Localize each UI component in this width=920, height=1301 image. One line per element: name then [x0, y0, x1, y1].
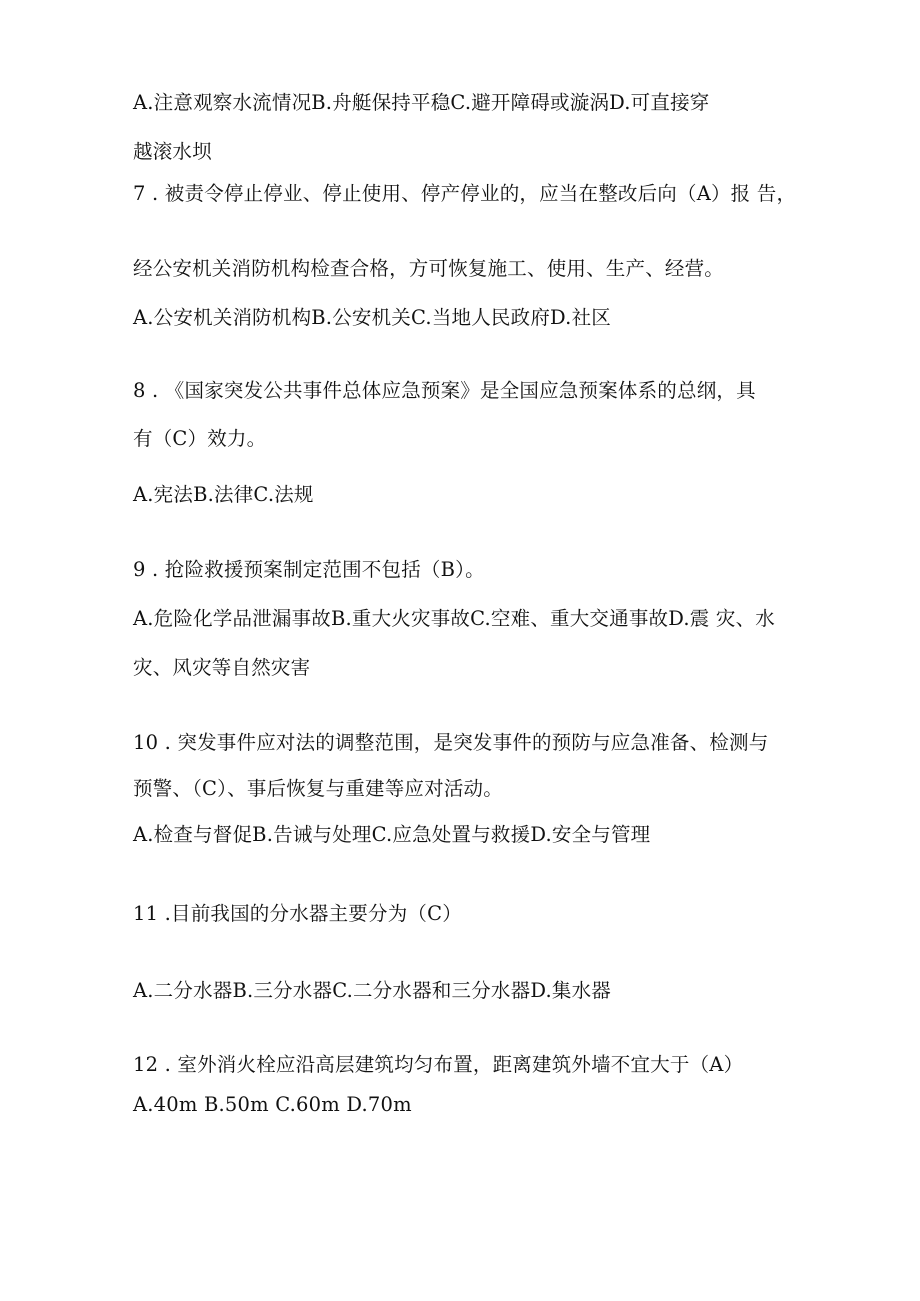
q7-question-line-2: 经公安机关消防机构检查合格，方可恢复施工、使用、生产、经营。: [133, 257, 725, 280]
q6-options-line-1: A.注意观察水流情况B.舟艇保持平稳C.避开障碍或漩涡D.可直接穿: [133, 91, 710, 114]
q10-question-line-1: 10 . 突发事件应对法的调整范围，是突发事件的预防与应急准备、检测与: [133, 731, 769, 754]
q11-question: 11 .目前我国的分水器主要分为（C）: [133, 902, 462, 925]
q7-question-line-1: 7 . 被责令停止停业、停止使用、停产停业的，应当在整改后向（A）报 告，: [133, 182, 797, 205]
q11-options: A.二分水器B.三分水器C.二分水器和三分水器D.集水器: [133, 979, 611, 1002]
q10-question-line-2: 预警、（C）、事后恢复与重建等应对活动。: [133, 777, 503, 800]
q10-options: A.检查与督促B.告诫与处理C.应急处置与救援D.安全与管理: [133, 823, 651, 846]
q7-options: A.公安机关消防机构B.公安机关C.当地人民政府D.社区: [133, 306, 611, 329]
q8-question-line-2: 有（C）效力。: [133, 427, 267, 450]
q9-options-line-2: 灾、风灾等自然灾害: [133, 656, 311, 679]
q6-options-line-2: 越滚水坝: [133, 140, 212, 163]
q8-options: A.宪法B.法律C.法规: [133, 483, 314, 506]
q8-question-line-1: 8 . 《国家突发公共事件总体应急预案》是全国应急预案体系的总纲，具: [133, 379, 756, 402]
q9-question: 9 . 抢险救援预案制定范围不包括（B）。: [133, 558, 485, 581]
q12-question: 12 . 室外消火栓应沿高层建筑均匀布置，距离建筑外墙不宜大于（A）: [133, 1053, 744, 1076]
q12-options: A.40m B.50m C.60m D.70m: [133, 1093, 412, 1116]
q9-options-line-1: A.危险化学品泄漏事故B.重大火灾事故C.空难、重大交通事故D.震 灾、水: [133, 607, 775, 630]
